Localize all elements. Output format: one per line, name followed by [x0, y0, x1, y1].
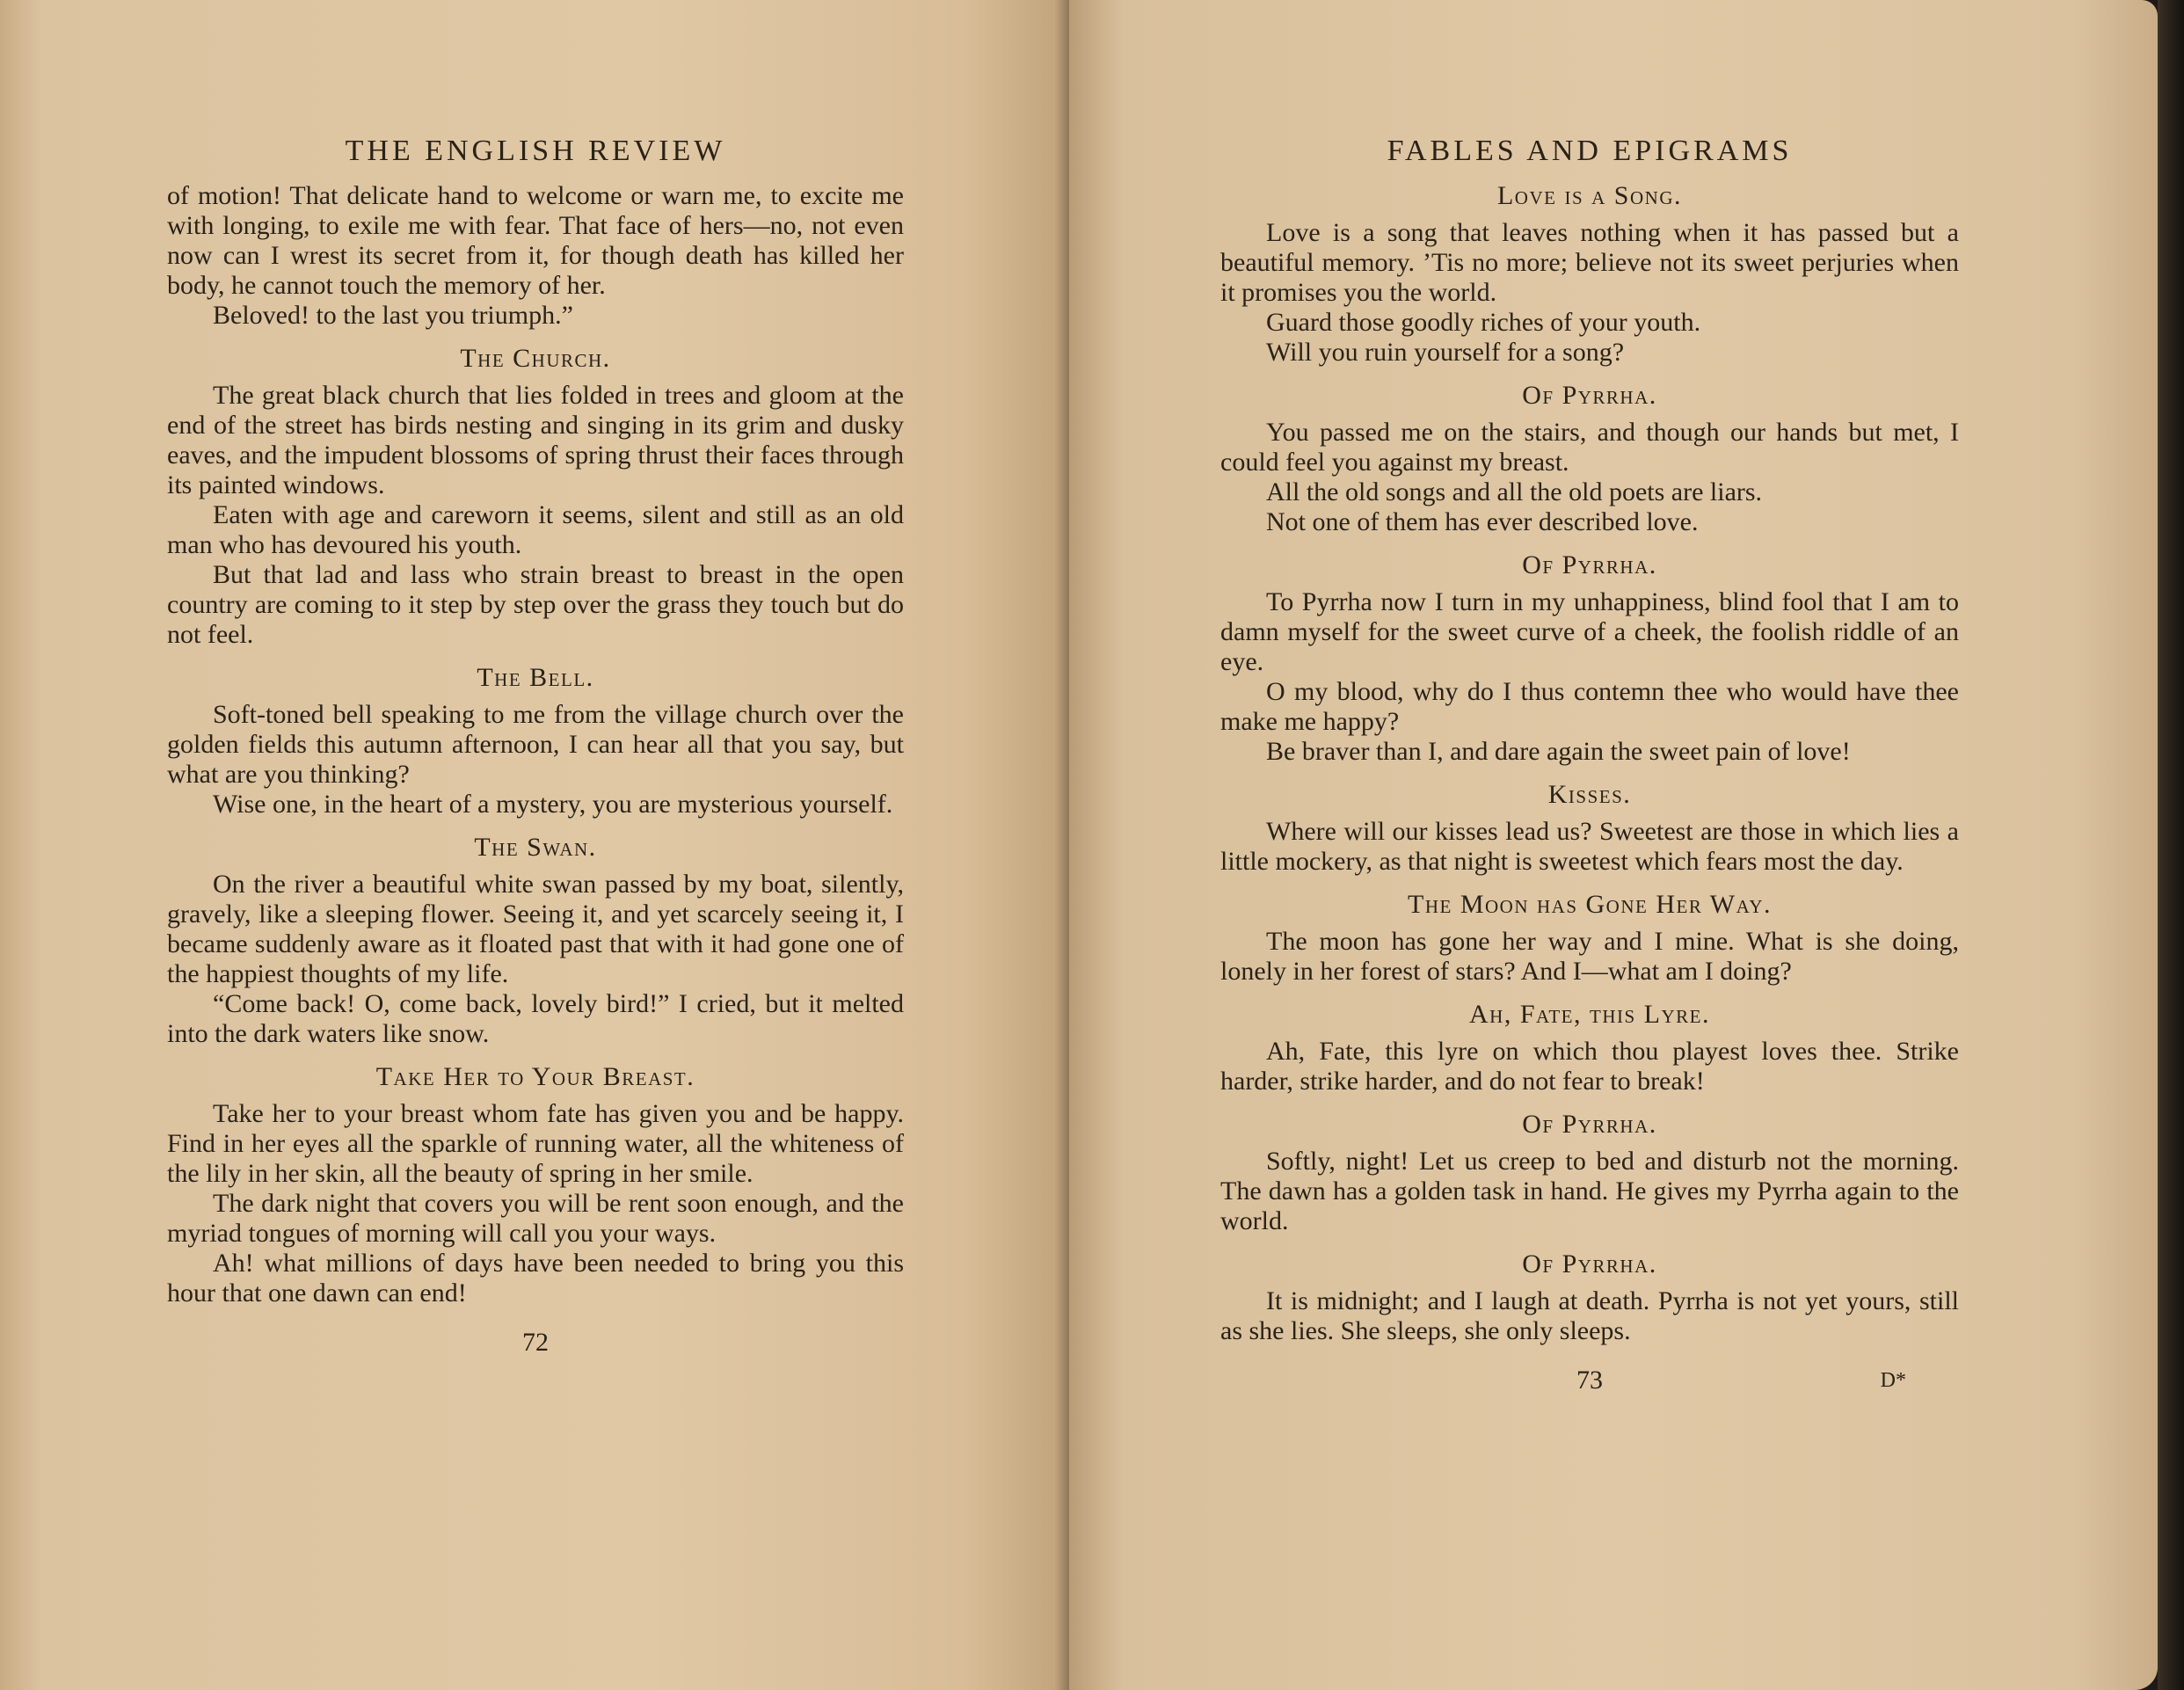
- paragraph: On the river a beautiful white swan passed by my boat, silently, gravely, like a sleeping flower. Seeing it, and yet scarcely seeing it, I became suddenly aware as it floated past that with it had gone one of the happiest thoughts of my life.: [167, 870, 904, 988]
- signature-mark: D*: [1880, 1369, 1906, 1392]
- paragraph: You passed me on the stairs, and though our hands but met, I could feel you against my breast.: [1220, 418, 1959, 477]
- paragraph: It is midnight; and I laugh at death. Pyrrha is not yet yours, still as she lies. She sleeps, she only sleeps.: [1220, 1286, 1959, 1345]
- right-page: [1069, 0, 2158, 1690]
- left-page: [0, 0, 1069, 1690]
- section-of-pyrrha-3: [1220, 1110, 1959, 1236]
- section-title: Of Pyrrha.: [1522, 1110, 1657, 1139]
- paragraph: Soft-toned bell speaking to me from the village church over the golden fields this autumn afternoon, I can hear all that you say, but what are you thinking?: [167, 700, 904, 789]
- paragraph: of motion! That delicate hand to welcome or warn me, to excite me with longing, to exile me with fear. That face of hers—no, not even now can I wrest its secret from it, for though death has killed her body, he cannot touch the memory of her.: [167, 181, 904, 300]
- paragraph: Ah, Fate, this lyre on which thou playest loves thee. Strike harder, strike harder, and do not fear to break!: [1220, 1037, 1959, 1096]
- section-title: Kisses.: [1547, 780, 1632, 809]
- section-the-church: [167, 344, 904, 650]
- section-of-pyrrha-4: [1220, 1249, 1959, 1346]
- paragraph: The dark night that covers you will be rent soon enough, and the myriad tongues of morning will call you your ways.: [167, 1189, 904, 1248]
- right-page-number: 73: [1576, 1366, 1603, 1395]
- section-title: Take Her to Your Breast.: [375, 1062, 695, 1091]
- left-page-content: [167, 0, 904, 1358]
- paragraph: Ah! what millions of days have been needed to bring you this hour that one dawn can end!: [167, 1249, 904, 1308]
- section-the-bell: [167, 663, 904, 820]
- paragraph: The moon has gone her way and I mine. What is she doing, lonely in her forest of stars? And I—what am I doing?: [1220, 927, 1959, 986]
- paragraph: Guard those goodly riches of your youth.: [1266, 308, 1701, 337]
- paragraph: But that lad and lass who strain breast to breast in the open country are coming to it step by step over the grass they touch but do not feel.: [167, 560, 904, 649]
- section-title: The Moon has Gone Her Way.: [1408, 890, 1772, 919]
- paragraph: O my blood, why do I thus contemn thee who would have thee make me happy?: [1220, 677, 1959, 736]
- section-kisses: [1220, 780, 1959, 877]
- paragraph: The great black church that lies folded in trees and gloom at the end of the street has birds nesting and singing in its grim and dusky eaves, and the impudent blossoms of spring thrust their faces through its painted windows.: [167, 381, 904, 499]
- section-ah-fate-this-lyre: [1220, 1000, 1959, 1096]
- section-take-her-to-your-breast: [167, 1062, 904, 1308]
- section-of-pyrrha-2: [1220, 550, 1959, 767]
- paragraph: Where will our kisses lead us? Sweetest are those in which lies a little mockery, as that night is sweetest which fears most the day.: [1220, 817, 1959, 876]
- paragraph: Not one of them has ever described love.: [1266, 507, 1699, 536]
- book-cover-edge: [2158, 0, 2184, 1690]
- paragraph: Love is a song that leaves nothing when it has passed but a beautiful memory. ’Tis no more; believe not its sweet perjuries when it promises you the world.: [1220, 218, 1959, 307]
- right-running-head: FABLES AND EPIGRAMS: [1387, 135, 1793, 167]
- section-title: The Church.: [460, 344, 611, 373]
- paragraph: Will you ruin yourself for a song?: [1266, 338, 1625, 367]
- section-love-is-a-song: [1220, 181, 1959, 368]
- section-of-pyrrha-1: [1220, 381, 1959, 537]
- right-page-content: [1220, 0, 1959, 1395]
- paragraph: To Pyrrha now I turn in my unhappiness, blind fool that I am to damn myself for the sweet curve of a cheek, the foolish riddle of an eye.: [1220, 587, 1959, 676]
- left-running-head: THE ENGLISH REVIEW: [345, 135, 726, 167]
- paragraph: All the old songs and all the old poets are liars.: [1266, 477, 1763, 506]
- paragraph: “Come back! O, come back, lovely bird!” I cried, but it melted into the dark waters like snow.: [167, 989, 904, 1048]
- paragraph: Beloved! to the last you triumph.”: [213, 301, 573, 330]
- paragraph: Softly, night! Let us creep to bed and disturb not the morning. The dawn has a golden task in hand. He gives my Pyrrha again to the world.: [1220, 1147, 1959, 1235]
- section-the-swan: [167, 833, 904, 1049]
- section-title: The Bell.: [477, 663, 594, 692]
- section-title: Of Pyrrha.: [1522, 550, 1657, 579]
- section-title: The Swan.: [474, 833, 597, 862]
- right-page-footer: [1220, 1366, 1959, 1395]
- paragraph: Take her to your breast whom fate has given you and be happy. Find in her eyes all the sparkle of running water, all the whiteness of the lily in her skin, all the beauty of spring in her smile.: [167, 1099, 904, 1188]
- section-title: Of Pyrrha.: [1522, 381, 1657, 410]
- section-title: Of Pyrrha.: [1522, 1249, 1657, 1278]
- paragraph: Wise one, in the heart of a mystery, you are mysterious yourself.: [213, 790, 893, 819]
- section-title: Love is a Song.: [1496, 181, 1682, 210]
- paragraph: Eaten with age and careworn it seems, silent and still as an old man who has devoured his youth.: [167, 500, 904, 559]
- left-page-number: 72: [522, 1328, 549, 1357]
- paragraph: Be braver than I, and dare again the sweet pain of love!: [1266, 737, 1851, 766]
- section-title: Ah, Fate, this Lyre.: [1469, 1000, 1710, 1029]
- section-the-moon-has-gone-her-way: [1220, 890, 1959, 987]
